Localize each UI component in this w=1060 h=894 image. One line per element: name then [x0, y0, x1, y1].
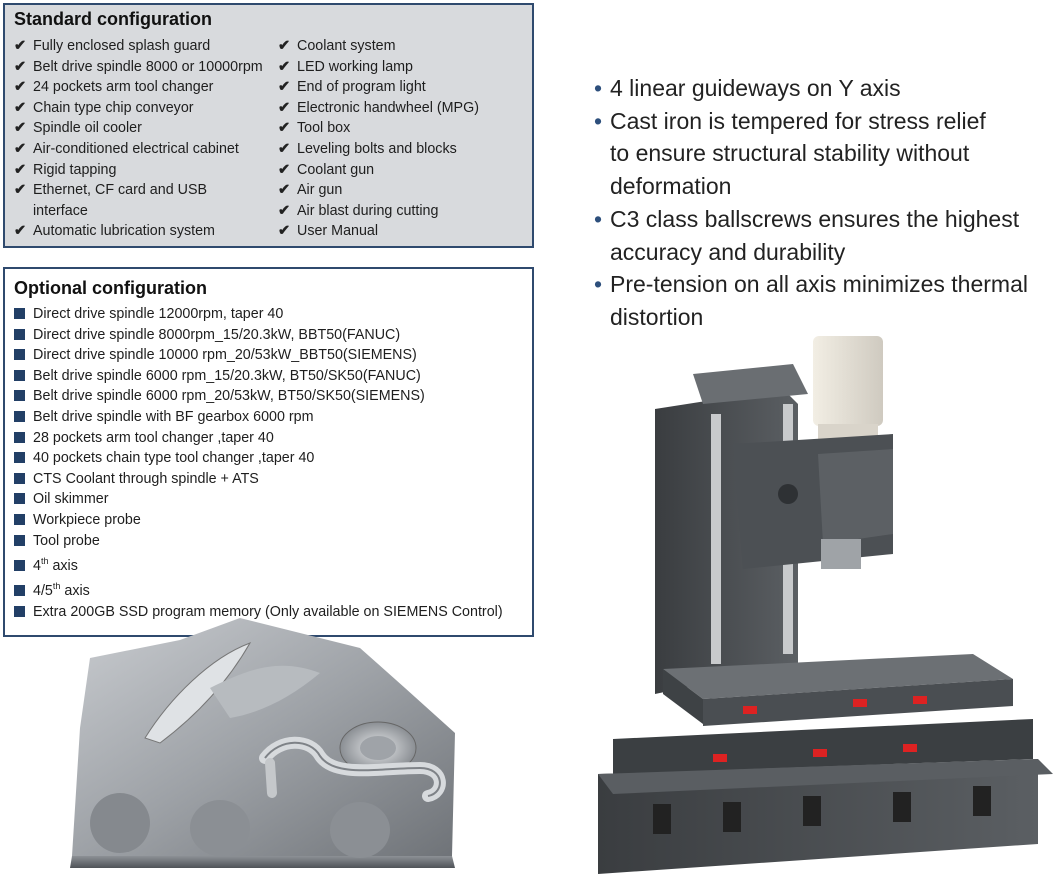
- check-icon: ✔: [14, 140, 26, 157]
- check-icon: ✔: [14, 99, 26, 116]
- check-icon: ✔: [278, 120, 290, 137]
- check-icon: ✔: [14, 58, 26, 75]
- bullet-icon: •: [594, 205, 603, 232]
- list-item: ✔ Spindle oil cooler: [14, 118, 263, 139]
- standard-configuration-panel: [3, 3, 534, 248]
- list-item: ✔ User Manual: [278, 221, 479, 242]
- square-bullet-icon: [14, 560, 25, 571]
- list-item: ✔ Coolant gun: [278, 160, 479, 181]
- check-icon: ✔: [278, 140, 290, 157]
- list-item: Extra 200GB SSD program memory (Only available on SIEMENS Control): [14, 602, 503, 623]
- list-item: ✔ Ethernet, CF card and USB: [14, 180, 263, 201]
- list-item: ✔ Automatic lubrication system: [14, 221, 263, 242]
- list-item: ✔ Air blast during cutting: [278, 201, 479, 222]
- standard-config-title: Standard configuration: [14, 9, 212, 29]
- square-bullet-icon: [14, 514, 25, 525]
- list-item: 4th axis: [14, 551, 503, 576]
- bullet-icon: •: [594, 75, 603, 101]
- list-item: 28 pockets arm tool changer ,taper 40: [14, 428, 503, 449]
- check-icon: ✔: [14, 79, 26, 96]
- list-item: ✔ Rigid tapping: [14, 160, 263, 181]
- check-icon: ✔: [278, 79, 290, 96]
- list-item: ✔ Electronic handwheel (MPG): [278, 98, 479, 119]
- check-icon: ✔: [278, 182, 290, 199]
- check-icon: ✔: [14, 223, 26, 240]
- standard-list-left: [14, 36, 263, 242]
- list-item: ✔ Fully enclosed splash guard: [14, 36, 263, 57]
- list-item: ✔ Air-conditioned electrical cabinet: [14, 139, 263, 160]
- list-item: Belt drive spindle with BF gearbox 6000 rpm: [14, 407, 503, 428]
- check-icon: ✔: [14, 182, 26, 199]
- list-item: 4/5th axis: [14, 576, 503, 601]
- list-item: Tool probe: [14, 531, 503, 552]
- list-item-continuation: interface: [33, 202, 88, 219]
- square-bullet-icon: [14, 411, 25, 422]
- feature-item: • Pre-tension on all axis minimizes thermal distortion: [594, 268, 1028, 333]
- square-bullet-icon: [14, 432, 25, 443]
- list-item: Oil skimmer: [14, 489, 503, 510]
- square-bullet-icon: [14, 308, 25, 319]
- feature-list: [594, 72, 1028, 334]
- square-bullet-icon: [14, 349, 25, 360]
- list-item: ✔ 24 pockets arm tool changer: [14, 77, 263, 98]
- list-item: ✔ Air gun: [278, 180, 479, 201]
- list-item: Belt drive spindle 6000 rpm_20/53kW, BT50/SK50(SIEMENS): [14, 386, 503, 407]
- optional-list: [14, 304, 503, 622]
- optional-config-title: Optional configuration: [14, 278, 207, 298]
- list-item: Direct drive spindle 12000rpm, taper 40: [14, 304, 503, 325]
- list-item: Direct drive spindle 10000 rpm_20/53kW_BBT50(SIEMENS): [14, 345, 503, 366]
- list-item: ✔ End of program light: [278, 77, 479, 98]
- check-icon: ✔: [278, 202, 290, 219]
- feature-item: • Cast iron is tempered for stress relief to ensure structural stability without deformation: [594, 105, 1028, 203]
- square-bullet-icon: [14, 370, 25, 381]
- feature-item: • C3 class ballscrews ensures the highest accuracy and durability: [594, 203, 1028, 268]
- list-item: Belt drive spindle 6000 rpm_15/20.3kW, BT50/SK50(FANUC): [14, 366, 503, 387]
- standard-list-right: [278, 36, 479, 242]
- list-item: ✔ Chain type chip conveyor: [14, 98, 263, 119]
- square-bullet-icon: [14, 452, 25, 463]
- list-item: CTS Coolant through spindle + ATS: [14, 469, 503, 490]
- check-icon: ✔: [14, 120, 26, 137]
- square-bullet-icon: [14, 473, 25, 484]
- check-icon: ✔: [278, 99, 290, 116]
- list-item: Direct drive spindle 8000rpm_15/20.3kW, BBT50(FANUC): [14, 325, 503, 346]
- list-item: ✔ Tool box: [278, 118, 479, 139]
- machining-center-image: [593, 334, 1060, 882]
- square-bullet-icon: [14, 390, 25, 401]
- list-item: ✔ Belt drive spindle 8000 or 10000rpm: [14, 57, 263, 78]
- square-bullet-icon: [14, 606, 25, 617]
- list-item: ✔ Coolant system: [278, 36, 479, 57]
- check-icon: ✔: [278, 38, 290, 54]
- list-item: 40 pockets chain type tool changer ,taper 40: [14, 448, 503, 469]
- list-item: ✔ Leveling bolts and blocks: [278, 139, 479, 160]
- square-bullet-icon: [14, 535, 25, 546]
- check-icon: ✔: [14, 38, 26, 54]
- bullet-icon: •: [594, 271, 603, 298]
- feature-item: • 4 linear guideways on Y axis: [594, 72, 1028, 105]
- check-icon: ✔: [278, 58, 290, 75]
- list-item: Workpiece probe: [14, 510, 503, 531]
- bullet-icon: •: [594, 107, 603, 134]
- square-bullet-icon: [14, 585, 25, 596]
- optional-configuration-panel: [3, 267, 534, 637]
- check-icon: ✔: [14, 161, 26, 178]
- square-bullet-icon: [14, 329, 25, 340]
- check-icon: ✔: [278, 161, 290, 178]
- square-bullet-icon: [14, 493, 25, 504]
- check-icon: ✔: [278, 223, 290, 240]
- machined-workpiece-image: [60, 618, 470, 880]
- list-item: ✔ LED working lamp: [278, 57, 479, 78]
